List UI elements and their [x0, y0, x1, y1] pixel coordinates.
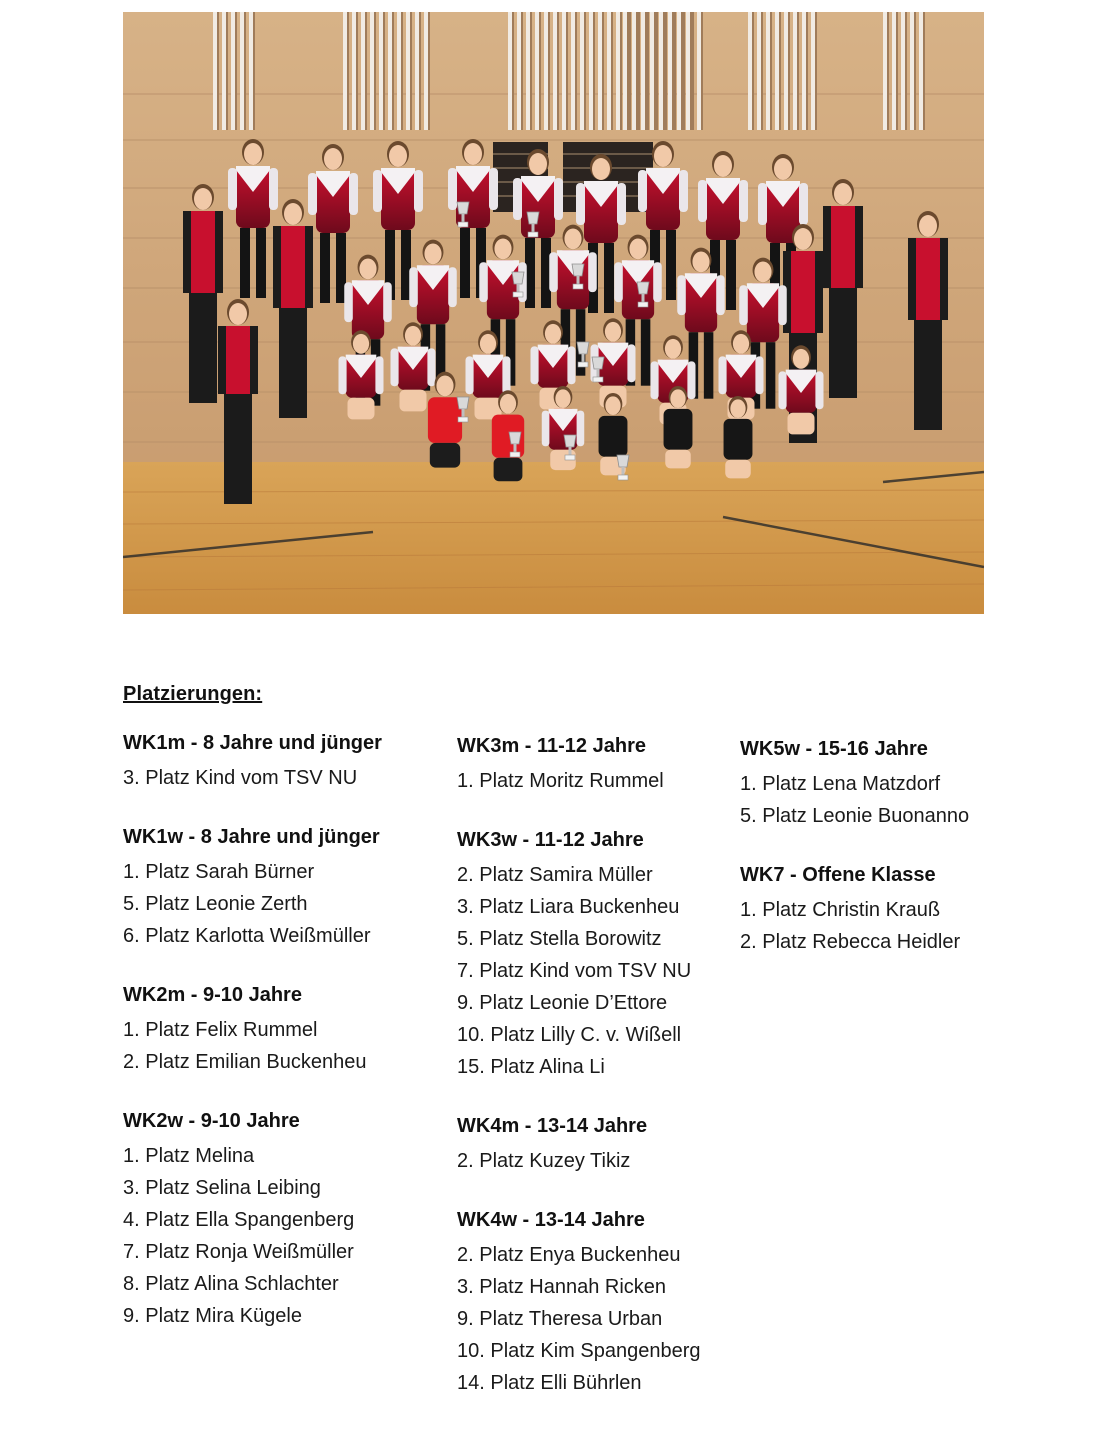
gymnast-figure	[908, 211, 948, 430]
team-photo	[123, 12, 984, 614]
placement-entry: 2. Platz Emilian Buckenheu	[123, 1051, 367, 1073]
gymnast-figure	[218, 299, 258, 504]
team-photo-illustration	[123, 12, 984, 614]
placements-heading: Platzierungen:	[123, 683, 263, 705]
category-title: WK3m - 11-12 Jahre	[457, 735, 646, 757]
placement-entry: 8. Platz Alina Schlachter	[123, 1273, 339, 1295]
placement-entry: 7. Platz Ronja Weißmüller	[123, 1241, 354, 1263]
placement-entry: 9. Platz Theresa Urban	[457, 1308, 663, 1330]
results-column-3	[740, 736, 1020, 988]
placement-entry: 5. Platz Stella Borowitz	[457, 928, 662, 950]
category-group	[740, 862, 1020, 958]
placement-entry: 1. Platz Christin Krauß	[740, 899, 941, 921]
gymnast-figure	[273, 199, 313, 418]
placement-entry: 3. Platz Kind vom TSV NU	[123, 767, 358, 789]
placement-entry: 2. Platz Kuzey Tikiz	[457, 1150, 631, 1172]
category-group	[457, 1207, 757, 1399]
category-title: WK1w - 8 Jahre und jünger	[123, 826, 380, 848]
category-title: WK2w - 9-10 Jahre	[123, 1110, 300, 1132]
category-group	[457, 733, 757, 797]
category-group	[123, 824, 423, 952]
placement-entry: 10. Platz Lilly C. v. Wißell	[457, 1024, 682, 1046]
placement-entry: 14. Platz Elli Bührlen	[457, 1372, 642, 1394]
category-title: WK4w - 13-14 Jahre	[457, 1209, 645, 1231]
placement-entry: 10. Platz Kim Spangenberg	[457, 1340, 701, 1362]
category-group	[457, 1113, 757, 1177]
placement-entry: 3. Platz Selina Leibing	[123, 1177, 321, 1199]
placement-entry: 1. Platz Sarah Bürner	[123, 861, 315, 883]
category-group	[123, 1108, 423, 1332]
category-title: WK1m - 8 Jahre und jünger	[123, 732, 382, 754]
placement-entry: 1. Platz Melina	[123, 1145, 255, 1167]
placement-entry: 9. Platz Leonie D’Ettore	[457, 992, 668, 1014]
category-title: WK4m - 13-14 Jahre	[457, 1115, 648, 1137]
placement-entry: 3. Platz Hannah Ricken	[457, 1276, 667, 1298]
category-group	[740, 736, 1020, 832]
placement-entry: 5. Platz Leonie Zerth	[123, 893, 308, 915]
category-title: WK3w - 11-12 Jahre	[457, 829, 644, 851]
placement-entry: 3. Platz Liara Buckenheu	[457, 896, 680, 918]
results-column-2	[457, 733, 757, 1429]
placement-entry: 2. Platz Rebecca Heidler	[740, 931, 961, 953]
gymnast-figure	[183, 184, 223, 403]
category-group	[123, 982, 423, 1078]
placement-entry: 5. Platz Leonie Buonanno	[740, 805, 970, 827]
placement-entry: 15. Platz Alina Li	[457, 1056, 605, 1078]
category-group	[123, 730, 423, 794]
placement-entry: 7. Platz Kind vom TSV NU	[457, 960, 692, 982]
placement-entry: 9. Platz Mira Kügele	[123, 1305, 302, 1327]
gymnast-figure	[823, 179, 863, 398]
placement-entry: 1. Platz Lena Matzdorf	[740, 773, 941, 795]
category-title: WK5w - 15-16 Jahre	[740, 738, 928, 760]
placement-entry: 1. Platz Felix Rummel	[123, 1019, 318, 1041]
placement-entry: 6. Platz Karlotta Weißmüller	[123, 925, 371, 947]
category-title: WK2m - 9-10 Jahre	[123, 984, 302, 1006]
category-title: WK7 - Offene Klasse	[740, 864, 936, 886]
placement-entry: 4. Platz Ella Spangenberg	[123, 1209, 355, 1231]
results-column-1	[123, 730, 423, 1362]
placement-entry: 2. Platz Samira Müller	[457, 864, 653, 886]
category-group	[457, 827, 757, 1083]
placement-entry: 2. Platz Enya Buckenheu	[457, 1244, 681, 1266]
placement-entry: 1. Platz Moritz Rummel	[457, 770, 664, 792]
